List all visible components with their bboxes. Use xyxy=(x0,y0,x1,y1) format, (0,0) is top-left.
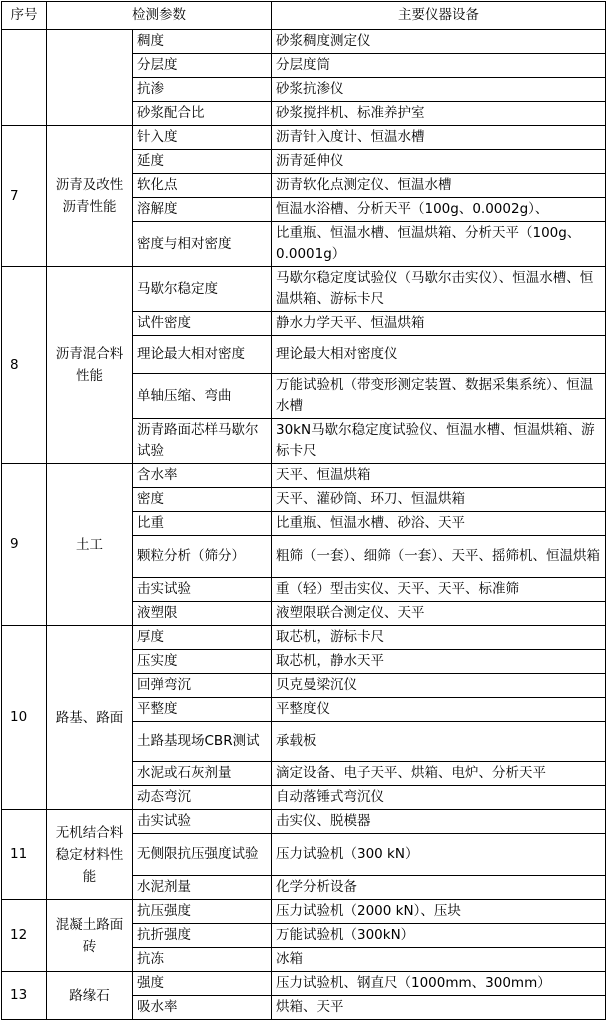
parameter-cell: 密度与相对密度 xyxy=(133,222,272,267)
parameter-cell: 软化点 xyxy=(133,174,272,198)
parameter-cell: 水泥剂量 xyxy=(133,876,272,900)
parameter-cell: 延度 xyxy=(133,150,272,174)
equipment-cell: 取芯机，静水天平 xyxy=(272,650,606,674)
equipment-cell: 承载板 xyxy=(272,722,606,762)
category-cell: 沥青混合料性能 xyxy=(47,267,133,464)
category-cell: 路基、路面 xyxy=(47,626,133,810)
parameter-cell: 沥青路面芯样马歇尔试验 xyxy=(133,419,272,464)
header-row xyxy=(2,2,606,30)
parameter-cell: 抗折强度 xyxy=(133,924,272,948)
equipment-cell: 天平、灌砂筒、环刀、恒温烘箱 xyxy=(272,488,606,512)
parameter-cell: 动态弯沉 xyxy=(133,786,272,810)
equipment-cell: 贝克曼梁沉仪 xyxy=(272,674,606,698)
row-number: 7 xyxy=(2,126,47,267)
parameter-cell: 抗压强度 xyxy=(133,900,272,924)
table-row xyxy=(2,626,606,650)
equipment-cell: 比重瓶、恒温水槽、砂浴、天平 xyxy=(272,512,606,536)
parameter-cell: 颗粒分析（筛分） xyxy=(133,536,272,578)
parameter-cell: 土路基现场CBR测试 xyxy=(133,722,272,762)
category-cell: 路缘石 xyxy=(47,972,133,1020)
equipment-cell: 恒温水浴槽、分析天平（100g、0.0002g）、 xyxy=(272,198,606,222)
equipment-cell: 静水力学天平、恒温烘箱 xyxy=(272,312,606,336)
parameter-cell: 针入度 xyxy=(133,126,272,150)
equipment-cell: 万能试验机（300kN） xyxy=(272,924,606,948)
table-row xyxy=(2,900,606,924)
equipment-cell: 30kN马歇尔稳定度试验仪、恒温水槽、恒温烘箱、游标卡尺 xyxy=(272,419,606,464)
parameter-cell: 击实试验 xyxy=(133,578,272,602)
parameter-cell: 溶解度 xyxy=(133,198,272,222)
equipment-cell: 分层度筒 xyxy=(272,54,606,78)
equipment-cell: 压力试验机、钢直尺（1000mm、300mm） xyxy=(272,972,606,996)
parameter-cell: 单轴压缩、弯曲 xyxy=(133,374,272,419)
equipment-cell: 沥青针入度计、恒温水槽 xyxy=(272,126,606,150)
equipment-cell: 比重瓶、恒温水槽、恒温烘箱、分析天平（100g、0.0001g） xyxy=(272,222,606,267)
parameter-cell: 密度 xyxy=(133,488,272,512)
category-cell: 混凝土路面砖 xyxy=(47,900,133,972)
table-row xyxy=(2,267,606,312)
parameter-cell: 无侧限抗压强度试验 xyxy=(133,834,272,876)
equipment-cell: 压力试验机（300 kN） xyxy=(272,834,606,876)
parameter-cell: 平整度 xyxy=(133,698,272,722)
equipment-table xyxy=(1,1,606,1020)
parameter-cell: 抗冻 xyxy=(133,948,272,972)
row-number xyxy=(2,30,47,126)
equipment-cell: 粗筛（一套）、细筛（一套）、天平、摇筛机、恒温烘箱 xyxy=(272,536,606,578)
row-number: 8 xyxy=(2,267,47,464)
parameter-cell: 回弹弯沉 xyxy=(133,674,272,698)
table-row xyxy=(2,810,606,834)
equipment-cell: 理论最大相对密度仪 xyxy=(272,336,606,374)
equipment-cell: 自动落锤式弯沉仪 xyxy=(272,786,606,810)
equipment-cell: 砂浆抗渗仪 xyxy=(272,78,606,102)
parameter-cell: 强度 xyxy=(133,972,272,996)
parameter-cell: 厚度 xyxy=(133,626,272,650)
equipment-cell: 取芯机，游标卡尺 xyxy=(272,626,606,650)
equipment-cell: 砂浆稠度测定仪 xyxy=(272,30,606,54)
parameter-cell: 液塑限 xyxy=(133,602,272,626)
equipment-cell: 沥青软化点测定仪、恒温水槽 xyxy=(272,174,606,198)
table-body xyxy=(2,30,606,1020)
parameter-cell: 马歇尔稳定度 xyxy=(133,267,272,312)
parameter-cell: 分层度 xyxy=(133,54,272,78)
header-equipment: 主要仪器设备 xyxy=(272,2,606,30)
parameter-cell: 含水率 xyxy=(133,464,272,488)
row-number: 13 xyxy=(2,972,47,1020)
parameter-cell: 击实试验 xyxy=(133,810,272,834)
equipment-cell: 万能试验机（带变形测定装置、数据采集系统）、恒温水槽 xyxy=(272,374,606,419)
parameter-cell: 吸水率 xyxy=(133,996,272,1020)
category-cell: 无机结合料稳定材料性能 xyxy=(47,810,133,900)
table-row xyxy=(2,30,606,54)
row-number: 12 xyxy=(2,900,47,972)
parameter-cell: 稠度 xyxy=(133,30,272,54)
parameter-cell: 抗渗 xyxy=(133,78,272,102)
parameter-cell: 比重 xyxy=(133,512,272,536)
parameter-cell: 水泥或石灰剂量 xyxy=(133,762,272,786)
equipment-cell: 天平、恒温烘箱 xyxy=(272,464,606,488)
row-number: 9 xyxy=(2,464,47,626)
equipment-cell: 压力试验机（2000 kN）、压块 xyxy=(272,900,606,924)
equipment-cell: 击实仪、脱模器 xyxy=(272,810,606,834)
header-no: 序号 xyxy=(2,2,47,30)
category-cell: 土工 xyxy=(47,464,133,626)
equipment-cell: 烘箱、天平 xyxy=(272,996,606,1020)
table-row xyxy=(2,972,606,996)
equipment-cell: 沥青延伸仪 xyxy=(272,150,606,174)
table-row xyxy=(2,464,606,488)
parameter-cell: 压实度 xyxy=(133,650,272,674)
equipment-cell: 冰箱 xyxy=(272,948,606,972)
header-parameter: 检测参数 xyxy=(47,2,272,30)
row-number: 11 xyxy=(2,810,47,900)
category-cell xyxy=(47,30,133,126)
category-cell: 沥青及改性沥青性能 xyxy=(47,126,133,267)
equipment-cell: 砂浆搅拌机、标准养护室 xyxy=(272,102,606,126)
equipment-cell: 化学分析设备 xyxy=(272,876,606,900)
parameter-cell: 试件密度 xyxy=(133,312,272,336)
parameter-cell: 砂浆配合比 xyxy=(133,102,272,126)
equipment-cell: 平整度仪 xyxy=(272,698,606,722)
equipment-cell: 液塑限联合测定仪、天平 xyxy=(272,602,606,626)
table-row xyxy=(2,126,606,150)
equipment-cell: 重（轻）型击实仪、天平、天平、标准筛 xyxy=(272,578,606,602)
row-number: 10 xyxy=(2,626,47,810)
parameter-cell: 理论最大相对密度 xyxy=(133,336,272,374)
equipment-cell: 马歇尔稳定度试验仪（马歇尔击实仪）、恒温水槽、恒温烘箱、游标卡尺 xyxy=(272,267,606,312)
equipment-cell: 滴定设备、电子天平、烘箱、电炉、分析天平 xyxy=(272,762,606,786)
